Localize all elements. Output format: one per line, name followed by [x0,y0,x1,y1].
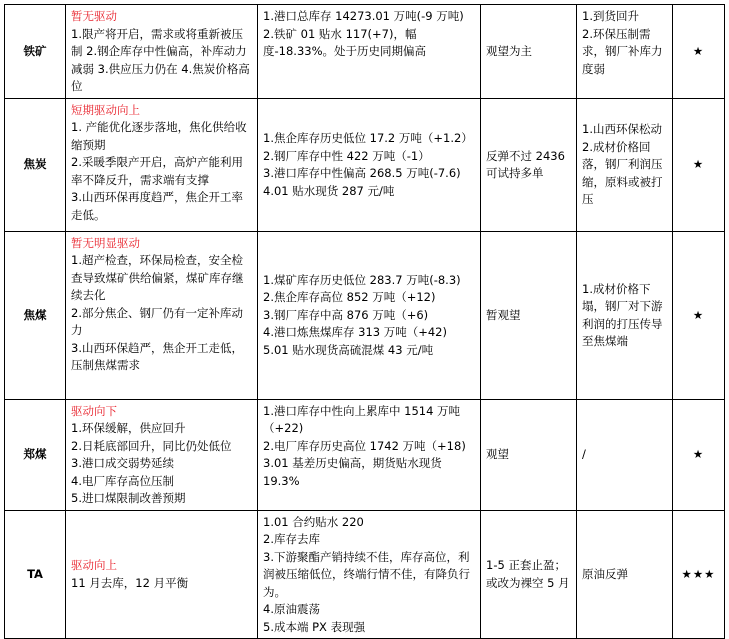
driver-line: 1.限产将开启，需求或将重新被压制 2.钢企库存中性偏高，补库动力减弱 3.供应压力仍在 4.焦炭价格高位 [71,26,250,93]
driver-line: 2.部分焦企、钢厂仍有一定补库动力 [71,305,243,337]
logic-line: 1.成材价格下塌，钢厂对下游利润的打压传导至焦煤端 [582,281,663,348]
data-cell [258,5,481,99]
data-line: 4.01 贴水现货 287 元/吨 [263,183,395,198]
data-cell [258,98,481,231]
logic-line: 2.环保压制需求，钢厂补库力度弱 [582,26,663,76]
table-row [5,510,725,639]
view-cell: 观望 [481,399,577,510]
data-line: 2.钢厂库存中性 422 万吨（-1） [263,148,430,163]
driver-line: 11 月去库，12 月平衡 [71,575,189,590]
driver-cell [66,231,258,399]
logic-cell [577,510,673,639]
logic-line: 2.成材价格回落，钢厂利润压缩，原料或被打压 [582,139,663,207]
logic-cell [577,399,673,510]
driver-line: 3.山西环保趋严，焦企开工走低，压制焦煤需求 [71,340,243,372]
driver-line: 1.环保缓解，供应回升 [71,421,186,435]
data-line: 1.煤矿库存历史低位 283.7 万吨(-8.3) [263,272,461,287]
view-cell: 观望为主 [481,5,577,99]
data-line: 1.焦企库存历史低位 17.2 万吨（+1.2） [263,131,473,145]
driver-status: 驱动向上 [71,558,117,573]
data-line: 1.港口库存中性向上累库中 1514 万吨（+22) [263,403,461,435]
data-line: 2.库存去库 [263,532,320,546]
logic-line: 1.到货回升 [582,9,639,23]
data-line: 4.港口炼焦煤库存 313 万吨（+42) [263,325,447,340]
commodity-name: 郑煤 [5,399,66,510]
view-cell: 1-5 正套止盈；或改为裸空 5 月 [481,510,577,639]
driver-line: 3.港口成交弱势延续 [71,456,174,470]
table-row [5,399,725,510]
driver-line: 3.山西环保再度趋严，焦企开工率走低。 [71,190,243,222]
commodity-name: 焦炭 [5,98,66,231]
commodity-name: TA [5,510,66,639]
driver-line: 5.进口煤限制改善预期 [71,491,186,505]
data-cell [258,510,481,639]
rating-stars: ★ [673,231,725,399]
data-line: 1.港口总库存 14273.01 万吨(-9 万吨) [263,9,464,23]
driver-cell [66,98,258,231]
table-row [5,231,725,399]
rating-stars: ★ [673,399,725,510]
view-cell: 暂观望 [481,231,577,399]
data-line: 3.下游聚酯产销持续不佳，库存高位，利润被压缩低位，终端行情不佳，有降负行为。 [263,549,470,599]
driver-line: 2.日耗底部回升，同比仍处低位 [71,438,232,453]
driver-line: 1. 产能优化逐步落地，焦化供给收缩预期 [71,120,247,152]
logic-cell [577,231,673,399]
logic-cell [577,5,673,99]
driver-status: 驱动向下 [71,403,117,418]
logic-line: 1.山西环保松动 [582,122,662,137]
data-line: 4.原油震荡 [263,602,320,616]
table-row [5,5,725,99]
view-cell: 反弹不过 2436 可试持多单 [481,98,577,231]
commodity-name: 焦煤 [5,231,66,399]
driver-cell [66,5,258,99]
data-line: 1.01 合约贴水 220 [263,514,364,529]
data-line: 2.焦企库存高位 852 万吨（+12) [263,290,436,305]
data-line: 5.成本端 PX 表现强 [263,619,366,634]
driver-status: 暂无驱动 [71,9,117,23]
driver-cell [66,399,258,510]
data-line: 2.铁矿 01 贴水 117(+7)，幅度-18.33%。处于历史同期偏高 [263,26,426,58]
commodity-table [4,4,725,639]
data-cell [258,231,481,399]
driver-line: 4.电厂库存高位压制 [71,473,174,488]
data-line: 3.钢厂库存中高 876 万吨（+6) [263,307,429,322]
data-cell [258,399,481,510]
commodity-name: 铁矿 [5,5,66,99]
logic-cell [577,98,673,231]
driver-status: 暂无明显驱动 [71,235,140,250]
rating-stars: ★ [673,5,725,99]
driver-cell [66,510,258,639]
logic-line: / [582,447,586,462]
logic-line: 原油反弹 [582,567,628,581]
driver-line: 1.超产检查，环保局检查，安全检查导致煤矿供给偏紧，煤矿库存继续去化 [71,253,244,302]
data-line: 2.电厂库存历史高位 1742 万吨（+18) [263,438,466,453]
driver-status: 短期驱动向上 [71,102,140,117]
driver-line: 2.采暖季限产开启，高炉产能利用率不降反升，需求端有支撑 [71,155,243,187]
table-row [5,98,725,231]
rating-stars: ★★★ [673,510,725,639]
data-line: 3.01 基差历史偏高，期货贴水现货 19.3% [263,456,442,488]
data-line: 3.港口库存中性偏高 268.5 万吨(-7.6) [263,166,461,180]
data-line: 5.01 贴水现货高硫混煤 43 元/吨 [263,342,434,357]
rating-stars: ★ [673,98,725,231]
